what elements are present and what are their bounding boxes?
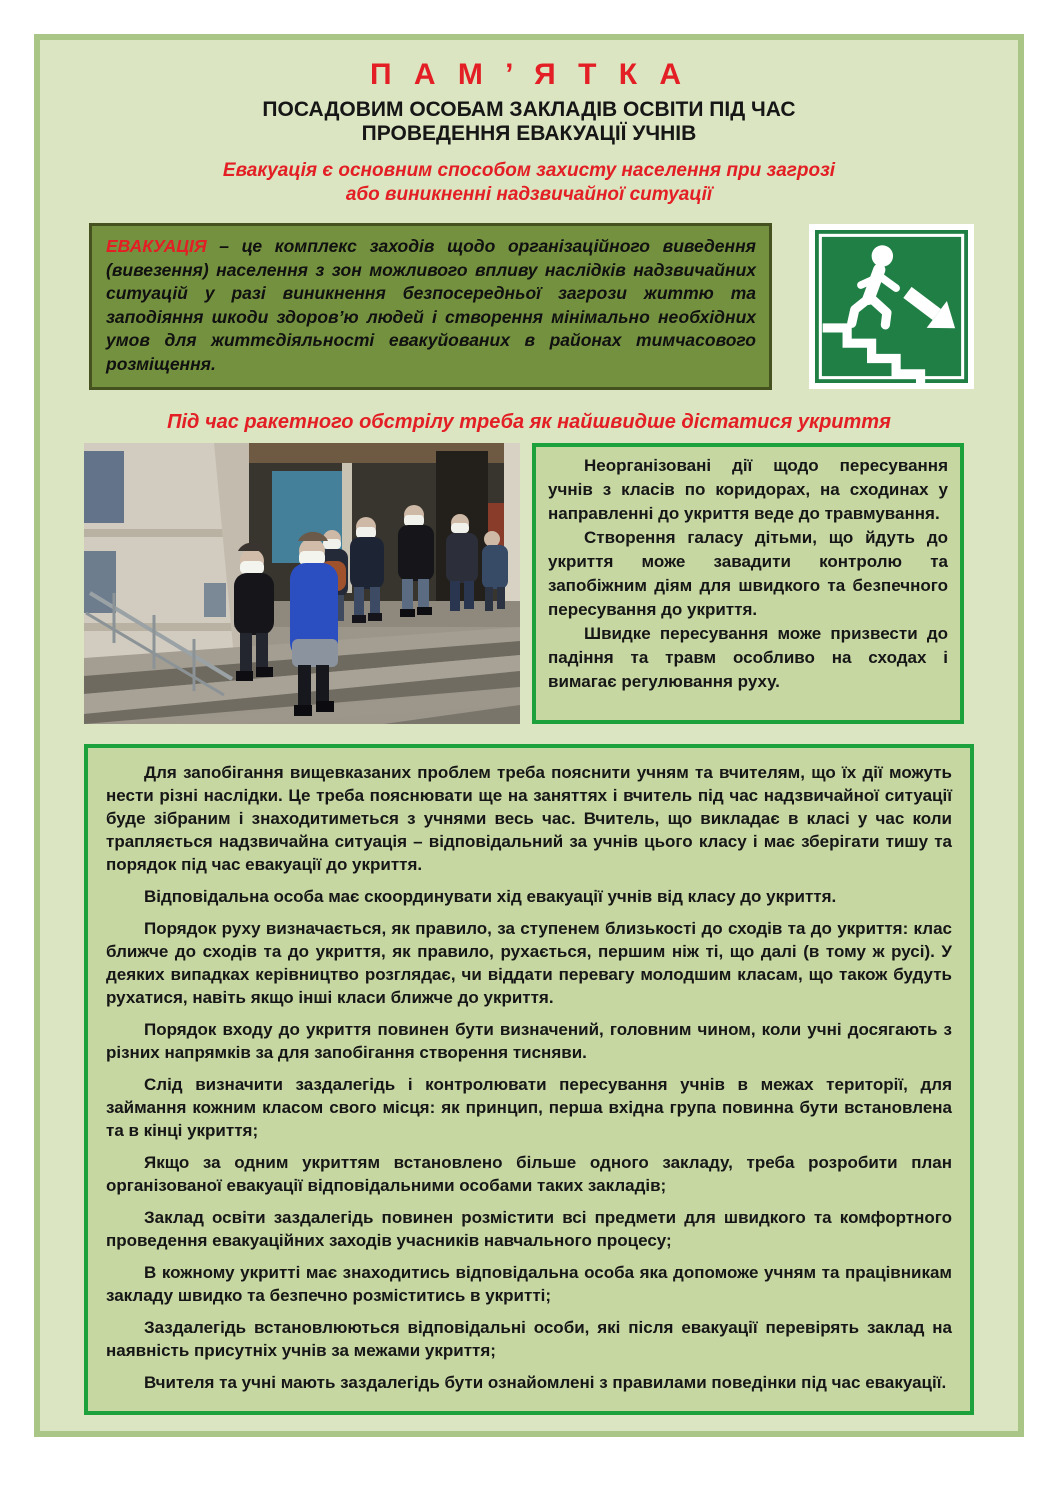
main-paragraph: В кожному укритті має знаходитись відповідальна особа яка допоможе учням та працівникам закладу швидко та безпечно розміститись в укритті; — [106, 1263, 952, 1305]
main-paragraph: Порядок входу до укриття повинен бути визначений, головним чином, коли учні досягають з різних напрямків за для запобігання створення тисняви. — [106, 1020, 952, 1062]
lead-line-2: або виникненні надзвичайної ситуації — [345, 184, 713, 205]
memo-title: П А М ’ Я Т К А — [369, 58, 689, 91]
evacuation-photo — [84, 443, 520, 724]
evacuation-stairs-sign-icon — [809, 224, 974, 389]
media-row — [84, 443, 974, 724]
info-paragraph: Неорганізовані дії щодо пересування учнів з класів по коридорах, на сходинах у направленні до укриття веде до травмування. — [548, 456, 948, 523]
main-paragraph: Вчителя та учні мають заздалегідь бути ознайомлені з правилами поведінки під час евакуації. — [144, 1373, 947, 1392]
subtitle — [40, 98, 1018, 146]
main-paragraph: Заклад освіти заздалегідь повинен розмістити всі предмети для швидкого та комфортного проведення евакуаційних заходів учасників навчального процесу; — [106, 1208, 952, 1250]
main-paragraph: Слід визначити заздалегідь і контролювати пересування учнів в межах території, для займання кожним класом свого місця: як принцип, перша вхідна група повинна бути встановлена та в кінці укриття; — [106, 1075, 952, 1140]
main-paragraph: Для запобігання вищевказаних проблем треба пояснити учням та вчителям, що їх дії можуть нести різні наслідки. Це треба пояснювати ще на заняттях і вчитель під час надзвичайної ситуації буде зібраним і знаходитиметься з учнями весь час. Вчитель, що викладає в класі у час коли трапляється надзвичайна ситуація – відповідальний за учнів цього класу і має зберігати тишу та порядок під час евакуації до укриття. — [106, 763, 952, 874]
info-paragraph: Швидке пересування може призвести до падіння та травм особливо на сходах і вимагає регулювання руху. — [548, 624, 948, 691]
main-paragraph: Якщо за одним укриттям встановлено більше одного закладу, треба розробити план організованої евакуації відповідальними особами таких закладів; — [106, 1153, 952, 1195]
info-box — [532, 443, 964, 724]
info-paragraph: Створення галасу дітьми, що йдуть до укриття може завадити контролю та запобіжним діям для швидкого та безпечного пересування до укриття. — [548, 528, 948, 619]
main-box — [84, 744, 974, 1415]
lead-statement — [40, 159, 1018, 207]
main-paragraph: Заздалегідь встановлюються відповідальні особи, які після евакуації перевірять заклад на наявність присутніх учнів за межами укриття; — [106, 1318, 952, 1360]
leaflet-page — [34, 34, 1024, 1437]
definition-row — [89, 223, 974, 390]
subtitle-line-2: ПРОВЕДЕННЯ ЕВАКУАЦІЇ УЧНІВ — [361, 122, 697, 145]
subtitle-line-1: ПОСАДОВИМ ОСОБАМ ЗАКЛАДІВ ОСВІТИ ПІД ЧАС — [262, 98, 796, 121]
main-paragraph: Відповідальна особа має скоординувати хід евакуації учнів від класу до укриття. — [144, 887, 837, 906]
definition-box — [89, 223, 772, 390]
definition-term: ЕВАКУАЦІЯ — [106, 236, 207, 256]
main-paragraph: Порядок руху визначається, як правило, за ступенем близькості до сходів та до укриття: клас ближче до сходів та до укриття, як правило, рухається, першим ніж ті, що далі (в тому ж русі). У деяких випадках керівництво розглядає, чи віддати перевагу молодшим класам, що також будуть рухатися, навіть якщо інші класи ближче до укриття. — [106, 919, 952, 1007]
lead-line-1: Евакуація є основним способом захисту населення при загрозі — [222, 160, 836, 181]
section-heading: Під час ракетного обстрілу треба як найшвидше дістатися укриття — [167, 411, 891, 433]
definition-text: – це комплекс заходів щодо організаційного виведення (вивезення) населення з зон можливого впливу наслідків надзвичайних ситуацій у разі виникнення безпосередньої загрози життю та заподіяння шкоди здоров’ю людей і створення мінімально необхідних умов для життєдіяльності евакуйованих в районах тимчасового розміщення. — [106, 236, 756, 374]
